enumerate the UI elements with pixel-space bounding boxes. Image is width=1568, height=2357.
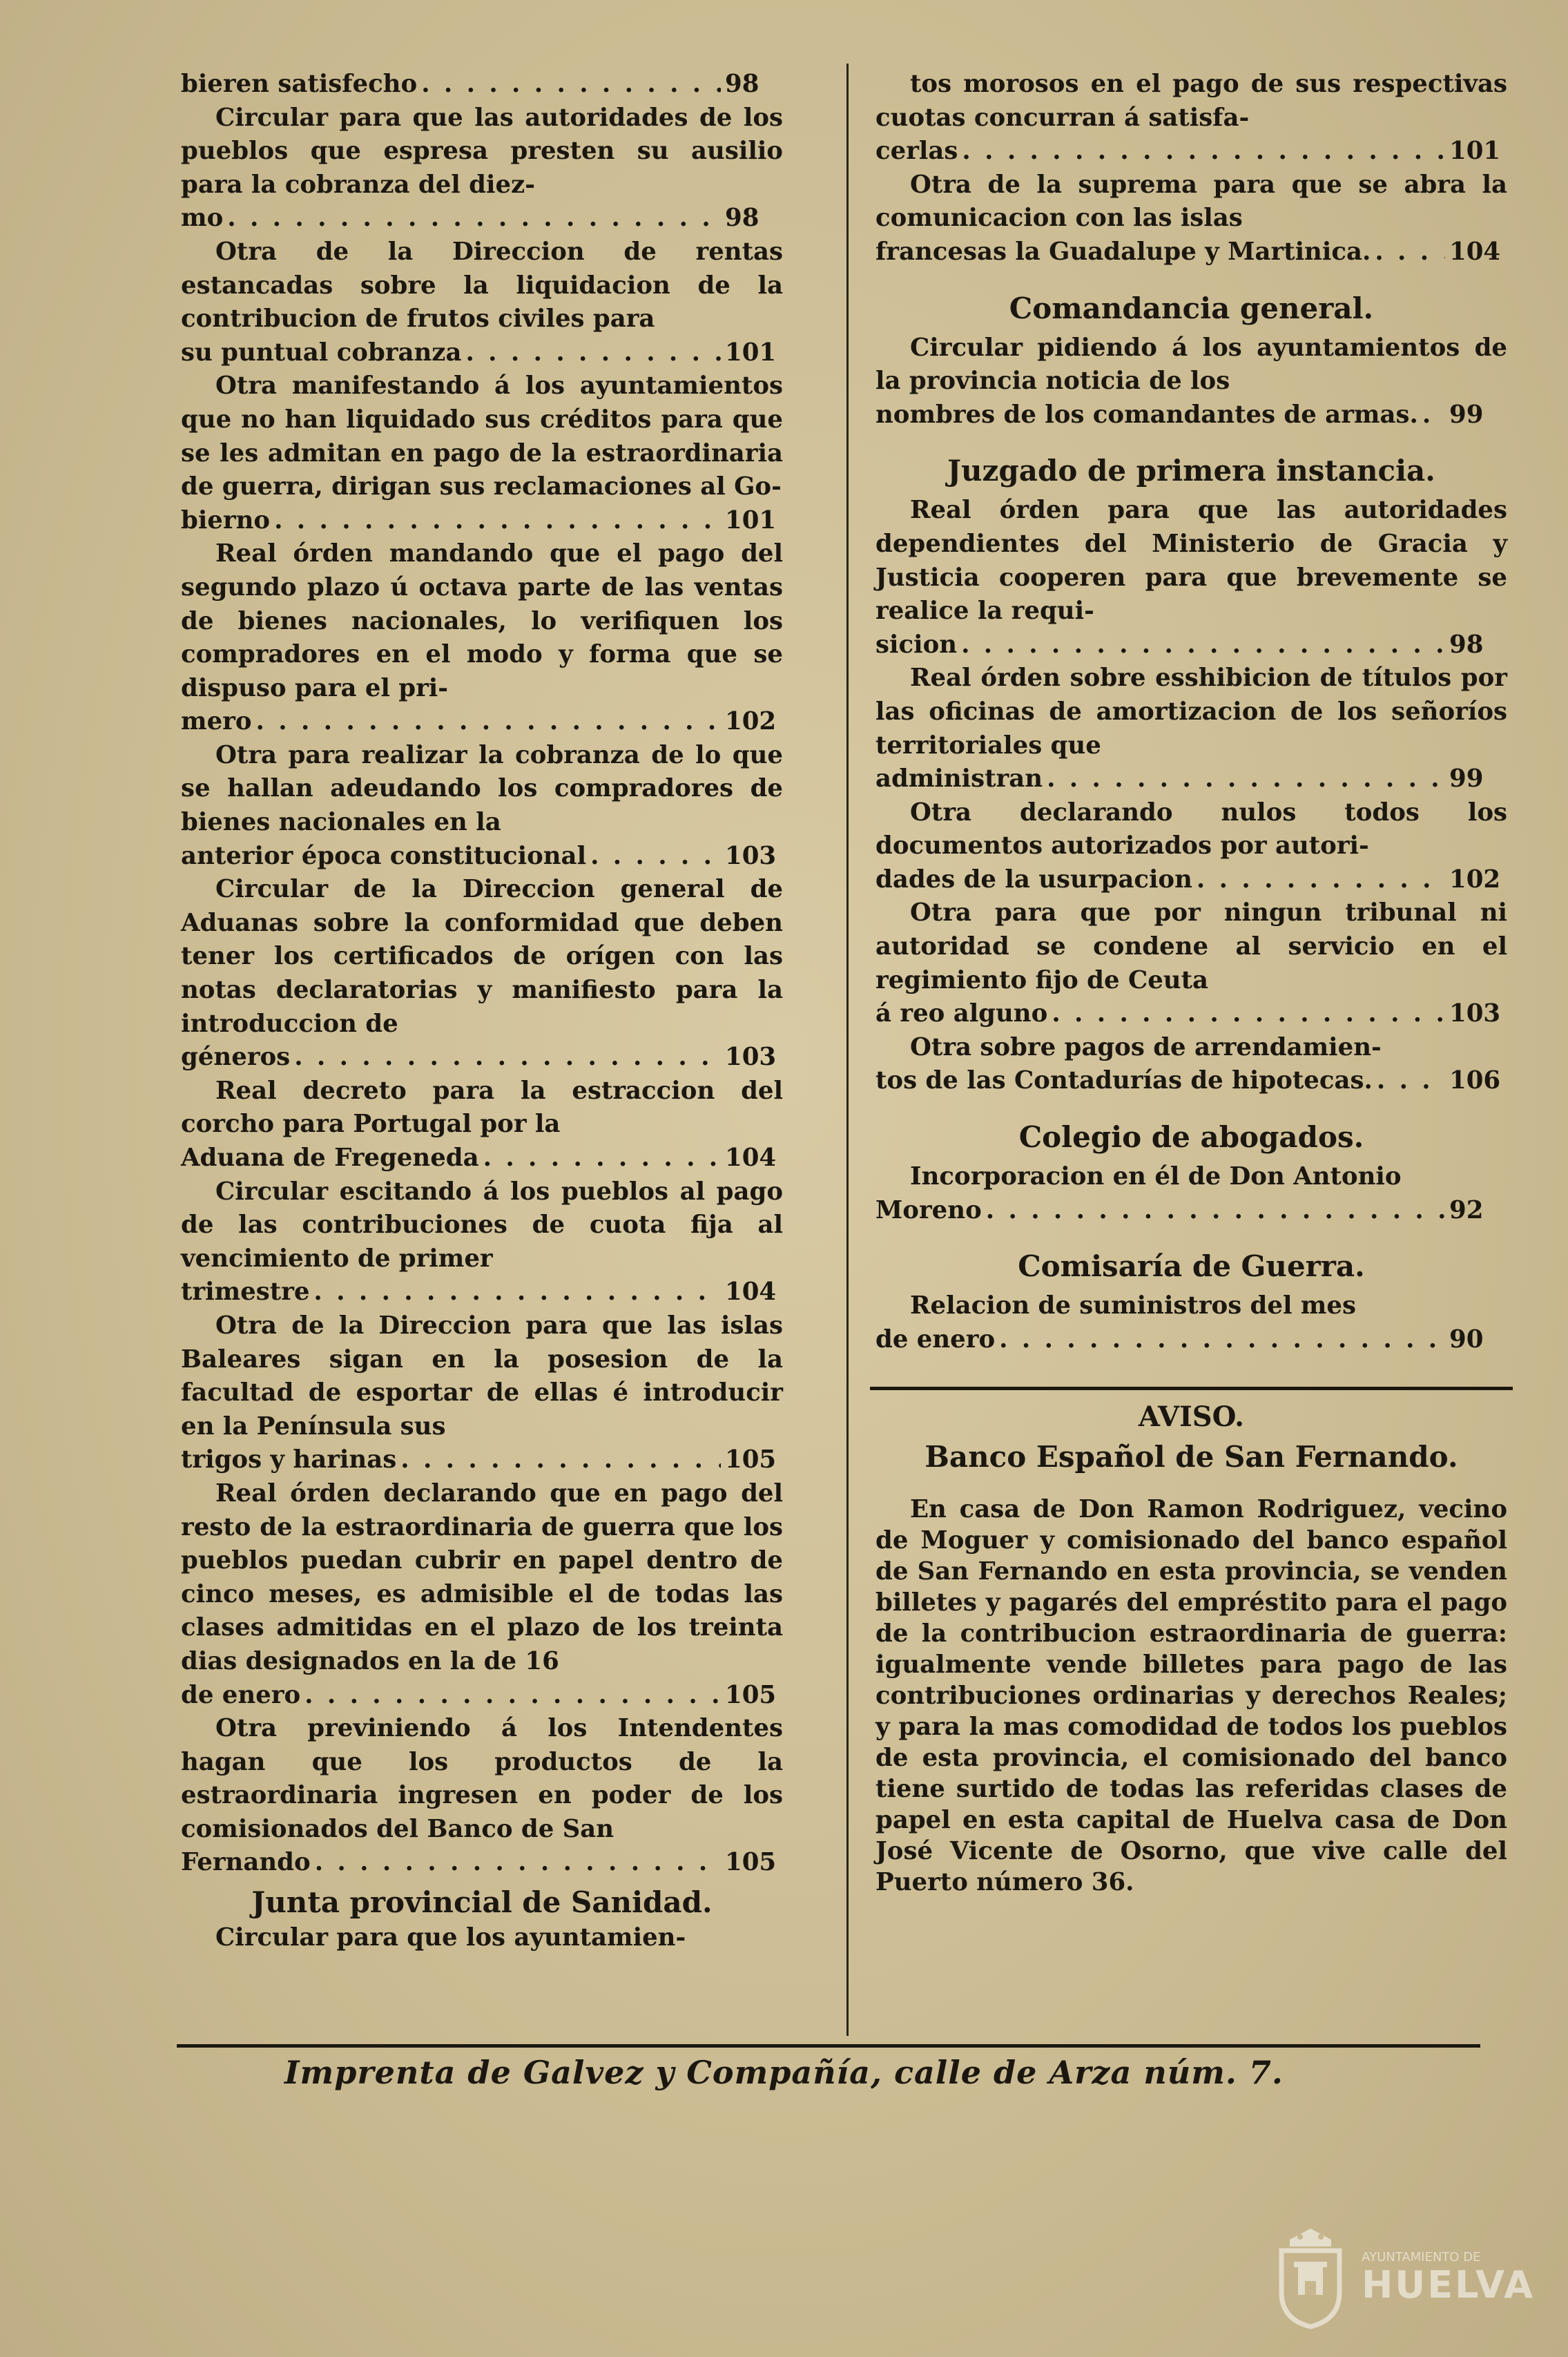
city-crest-icon (1269, 2226, 1352, 2329)
dot-leader (400, 1443, 721, 1477)
entry-last-line: su puntual cobranza (181, 338, 462, 367)
aviso-rule (870, 1387, 1513, 1390)
entry-text: Real órden sobre esshibicion de títulos por las oficinas de amortizacion de los señoríos territoriales que (875, 664, 1507, 760)
entry-last-line: géneros (181, 1043, 291, 1072)
entry-text: Real órden para que las autoridades dependientes del Ministerio de Gracia y Justicia cooperen para que brevemente se realice la requi- (875, 496, 1507, 626)
page-number: 99 (1449, 764, 1484, 793)
page-number: 103 (1449, 999, 1501, 1028)
entry-leader-line (181, 705, 783, 739)
entry-leader-line (181, 1142, 783, 1175)
dot-leader (1197, 863, 1445, 897)
entry-text: Circular de la Direccion general de Aduanas sobre la conformidad que deben tener los certificados de orígen con las notas declaratorias y manifiesto para la introduccion de (181, 875, 783, 1038)
dot-leader (1052, 997, 1445, 1031)
dot-leader (1047, 762, 1445, 796)
index-entry (875, 1031, 1507, 1098)
entry-leader-line (875, 1323, 1507, 1357)
entry-text: Otra de la Direccion de rentas estancadas sobre la liquidacion de la contribucion de frutos civiles para (181, 237, 783, 334)
page-number: 101 (725, 338, 777, 367)
dot-leader (274, 504, 721, 538)
dot-leader (465, 336, 721, 370)
entry-leader-line (875, 628, 1507, 662)
page-number: 98 (725, 70, 759, 98)
entry-last-line: mero (181, 707, 252, 736)
aviso-bank-name: Banco Español de San Fernando. (925, 1440, 1458, 1474)
index-entry (875, 662, 1507, 796)
entry-text: Circular pidiendo á los ayuntamientos de la provincia noticia de los (875, 333, 1507, 396)
aviso-title: AVISO. (1138, 1401, 1245, 1434)
entry-last-line: anterior época constitucional (181, 841, 587, 870)
page-number: 98 (725, 204, 759, 233)
page-number: 105 (725, 1680, 777, 1709)
page-number: 92 (1449, 1195, 1484, 1224)
page-number: 104 (725, 1144, 777, 1172)
entry-last-line: Fernando (181, 1848, 311, 1877)
entry-text: Real decreto para la estraccion del corcho para Portugal por la (181, 1076, 783, 1139)
index-entry (181, 537, 783, 739)
dot-leader (590, 840, 721, 874)
watermark-big-text: HUELVA (1362, 2263, 1535, 2307)
index-entry (875, 896, 1507, 1030)
index-entry (181, 1075, 783, 1175)
juzgado-entries (875, 494, 1507, 1098)
index-entry (181, 1712, 783, 1880)
dot-leader (986, 1194, 1445, 1228)
column-divider (846, 64, 849, 2036)
watermark-small-text: AYUNTAMIENTO DE (1362, 2250, 1481, 2264)
entry-text: tos morosos en el pago de sus respectivas cuotas concurran á satisfa- (875, 70, 1507, 132)
index-entry (875, 1160, 1507, 1227)
dot-leader (483, 1142, 721, 1175)
index-entry (181, 1477, 783, 1712)
entry-leader-line (875, 1194, 1507, 1228)
entry-last-line: dades de la usurpacion (875, 865, 1192, 894)
entry-last-line: francesas la Guadalupe y Martinica. (875, 237, 1371, 266)
page-number: 90 (1449, 1325, 1484, 1354)
right-column (875, 68, 1507, 1898)
page-number: 102 (1449, 865, 1501, 894)
entry-last-line: de enero (875, 1325, 996, 1354)
aviso-body: En casa de Don Ramon Rodriguez, vecino de Moguer y comisionado del banco español de San Fernando en esta provincia, se venden billetes y pagarés del empréstito para el pago de la contribucion estraordinaria de guerra: igualmente vende billetes para pago de las contribuciones ordinarias y derechos Reales; y para la mas comodidad de todos los pueblos de esta provincia, el comisionado del banco tiene surtido de todas las referidas clases de papel en esta capital de Huelva casa de Don José Vicente de Osorno, que vive calle del Puerto número 36. (875, 1495, 1507, 1897)
entry-last-line: trimestre (181, 1278, 310, 1307)
section-heading-comisaria: Comisaría de Guerra. (1018, 1249, 1365, 1284)
entry-leader-line (875, 398, 1507, 432)
entry-last-line: de enero (181, 1680, 301, 1709)
entry-last-line: bierno (181, 506, 271, 535)
index-entry (181, 102, 783, 235)
index-entry (181, 873, 783, 1075)
page-number: 98 (1449, 630, 1484, 659)
entry-text: Otra sobre pagos de arrendamien- (910, 1032, 1382, 1061)
entry-leader-line (875, 135, 1507, 169)
page-number: 101 (1449, 137, 1501, 166)
left-entries (181, 68, 783, 1880)
entry-leader-line (181, 504, 783, 538)
index-entry (181, 235, 783, 369)
index-entry (875, 169, 1507, 269)
index-entry (875, 494, 1507, 662)
page-number: 104 (725, 1278, 777, 1307)
entry-text: Otra para que por ningun tribunal ni autoridad se condene al servicio en el regimiento fijo de Ceuta (875, 898, 1507, 994)
entry-text: Otra de la suprema para que se abra la comunicacion con las islas (875, 170, 1507, 233)
entry-leader-line (875, 863, 1507, 897)
entry-leader-line (875, 997, 1507, 1031)
entry-text: Incorporacion en él de Don Antonio (910, 1162, 1402, 1191)
entry-leader-line (181, 68, 783, 102)
entry-leader-line (181, 1846, 783, 1880)
entry-text: Otra previniendo á los Intendentes hagan que los productos de la estraordinaria ingresen en poder de los comisionados del Banco de San (181, 1714, 783, 1843)
page-number: 99 (1449, 400, 1484, 429)
entry-last-line: sicion (875, 630, 958, 659)
dot-leader (227, 202, 721, 235)
entry-last-line: trigos y harinas (181, 1445, 397, 1474)
dot-leader (256, 705, 721, 739)
dot-leader (294, 1041, 721, 1075)
entry-leader-line (181, 1679, 783, 1713)
page-number: 101 (725, 506, 777, 535)
entry-last-line: administran (875, 764, 1043, 793)
index-entry (181, 68, 783, 102)
entry-leader-line (875, 235, 1507, 269)
entry-leader-line (181, 1276, 783, 1309)
page-number: 104 (1449, 237, 1501, 266)
entry-last-line: mo (181, 204, 224, 233)
entry-text: Relacion de suministros del mes (910, 1291, 1356, 1320)
entry-leader-line (181, 1041, 783, 1075)
entry-last-line: nombres de los comandantes de armas. (875, 400, 1418, 429)
entry-text: Otra de la Direccion para que las islas Baleares sigan en la posesion de la facultad de esportar de ellas é introducir en la Península sus (181, 1311, 783, 1441)
junta-entry-start: Circular para que los ayuntamien- (215, 1923, 686, 1952)
entry-last-line: tos de las Contadurías de hipotecas. (875, 1066, 1373, 1095)
page-number: 103 (725, 1043, 777, 1072)
index-entry (875, 331, 1507, 432)
section-heading-junta: Junta provincial de Sanidad. (251, 1885, 713, 1920)
page-number: 105 (725, 1848, 777, 1877)
dot-leader (304, 1679, 721, 1713)
dot-leader (961, 628, 1445, 662)
dot-leader (313, 1276, 721, 1309)
index-entry (181, 369, 783, 537)
index-entry (875, 1289, 1507, 1356)
entry-last-line: á reo alguno (875, 999, 1048, 1028)
entry-text: Otra para realizar la cobranza de lo que se hallan adeudando los compradores de bienes nacionales en la (181, 740, 783, 837)
entry-last-line: Aduana de Fregeneda (181, 1144, 479, 1172)
printer-imprint: Imprenta de Galvez y Compañía, calle de Arza núm. 7. (284, 2054, 1284, 2091)
index-entry (875, 68, 1507, 169)
index-entry (181, 1309, 783, 1477)
entry-text: Circular para que las autoridades de los pueblos que espresa presten su ausilio para la cobranza del diez- (181, 103, 783, 199)
entry-last-line: bieren satisfecho (181, 70, 418, 98)
entry-leader-line (875, 1064, 1507, 1098)
entry-text: Real órden mandando que el pago del segundo plazo ú octava parte de las ventas de bienes nacionales, lo verifiquen los compradores en el modo y forma que se dispuso para el pri- (181, 539, 783, 702)
dot-leader (1422, 398, 1445, 432)
dot-leader (962, 135, 1445, 169)
entry-leader-line (181, 202, 783, 235)
section-heading-comandancia: Comandancia general. (1009, 291, 1374, 325)
page-number: 102 (725, 707, 777, 736)
entry-leader-line (181, 840, 783, 874)
index-entry (181, 739, 783, 873)
dot-leader (999, 1323, 1445, 1357)
entry-leader-line (181, 1443, 783, 1477)
left-column (181, 68, 783, 1955)
dot-leader (1377, 1064, 1445, 1098)
section-heading-juzgado: Juzgado de primera instancia. (947, 454, 1435, 488)
page-number: 105 (725, 1445, 777, 1474)
page-number: 103 (725, 841, 777, 870)
archive-watermark (1269, 2226, 1535, 2329)
index-entry (181, 1175, 783, 1309)
entry-text: Otra manifestando á los ayuntamientos que no han liquidado sus créditos para que se les admitan en pago de la estraordinaria de guerra, dirigan sus reclamaciones al Go- (181, 372, 783, 501)
entry-text: Circular escitando á los pueblos al pago de las contribuciones de cuota fija al vencimiento de primer (181, 1177, 783, 1273)
entry-text: Otra declarando nulos todos los documentos autorizados por autori- (875, 798, 1507, 860)
dot-leader (1375, 235, 1445, 269)
entry-last-line: cerlas (875, 137, 958, 166)
entry-leader-line (181, 336, 783, 370)
dot-leader (421, 68, 721, 102)
entry-text: Real órden declarando que en pago del resto de la estraordinaria de guerra que los pueblos puedan cubrir en papel dentro de cinco meses, es admisible el de todas las clases admitidas en el plazo de los treinta dias designados en la de 16 (181, 1479, 783, 1675)
entry-last-line: Moreno (875, 1195, 982, 1224)
bottom-rule (177, 2044, 1480, 2048)
section-heading-colegio: Colegio de abogados. (1018, 1120, 1364, 1155)
entry-leader-line (875, 762, 1507, 796)
index-entry (875, 796, 1507, 897)
dot-leader (315, 1846, 721, 1880)
page-number: 106 (1449, 1066, 1501, 1095)
